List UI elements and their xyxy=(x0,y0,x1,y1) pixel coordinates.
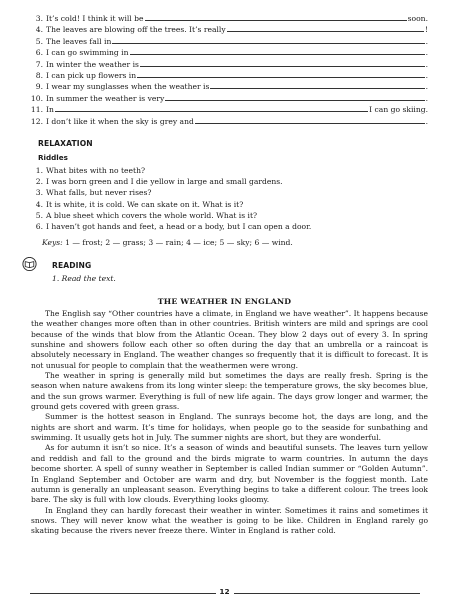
exercise-text-before: The leaves are blowing off the trees. It’s really xyxy=(46,25,226,35)
riddle-item xyxy=(30,166,145,176)
answer-blank[interactable] xyxy=(165,93,424,101)
keys-text: 1 — frost; 2 — grass; 3 — rain; 4 — ice; 5 — sky; 6 — wind. xyxy=(65,238,293,247)
reading-text xyxy=(31,309,428,537)
exercise-text-before: I wear my sunglasses when the weather is xyxy=(46,82,210,92)
riddle-number: 3. xyxy=(35,188,43,198)
answer-blank[interactable] xyxy=(130,47,425,55)
riddle-item xyxy=(30,222,311,232)
exercise-number: 9. xyxy=(35,82,43,92)
reading-task: 1. Read the text. xyxy=(52,274,116,283)
exercise-number: 10. xyxy=(30,93,43,103)
exercise-number: 7. xyxy=(35,59,43,69)
answer-blank[interactable] xyxy=(195,116,425,124)
exercise-number: 12. xyxy=(30,116,43,126)
exercise-text-before: In winter the weather is xyxy=(46,59,139,69)
relaxation-heading: RELAXATION xyxy=(38,139,93,148)
riddles-subheading: Riddles xyxy=(38,153,68,162)
exercise-number: 11. xyxy=(30,105,43,115)
answer-blank[interactable] xyxy=(140,59,425,67)
riddle-text: What bites with no teeth? xyxy=(46,166,146,175)
exercise-text-before: In xyxy=(46,105,54,115)
riddle-text: I haven’t got hands and feet, a head or a body, but I can open a door. xyxy=(46,222,312,231)
answer-blank[interactable] xyxy=(112,36,424,44)
riddle-number: 6. xyxy=(35,222,43,231)
riddle-text: It is white, it is cold. We can skate on it. What is it? xyxy=(46,199,244,209)
exercise-text-after: . xyxy=(425,59,428,69)
exercise-line xyxy=(30,24,428,35)
answer-blank[interactable] xyxy=(227,24,424,32)
exercise-line xyxy=(30,104,428,115)
exercise-text-before: In summer the weather is very xyxy=(46,93,165,103)
exercise-text-after: . xyxy=(425,71,428,80)
page-number: 12 xyxy=(219,587,230,596)
paragraph: Summer is the hottest season in England. The sunrays become hot, the days are long, and the nights are short and warm. It’s time for holidays, when people go to the seaside for sunbathing and swimming. It usually gets hot in July. The summer nights are short, but they are wonderful. xyxy=(31,412,428,443)
exercise-text-before: I can pick up flowers in xyxy=(46,71,137,80)
exercise-text-after: . xyxy=(425,48,428,58)
exercise-line xyxy=(30,47,428,58)
riddle-item xyxy=(30,200,243,210)
exercise-line xyxy=(30,59,428,70)
paragraph: As for autumn it isn’t so nice. It’s a season of winds and beautiful sunsets. The leaves turn yellow and reddish and fall to the ground and the birds migrate to warm countries. In autumn the days become shorter. A spell of sunny weather in September is called Indian summer or “Golden Autumn”. In England September and October are warm and dry, but November is the foggiest month. Late autumn is generally an unpleasant season. Everything begins to take a different colour. The trees look bare. The sky is full with low clouds. Everything looks gloomy. xyxy=(31,443,428,505)
exercise-text-after: . xyxy=(425,36,428,46)
riddle-item xyxy=(30,177,283,187)
book-icon xyxy=(21,257,38,271)
exercise-text-before: The leaves fall in xyxy=(46,36,112,46)
paragraph: The weather in spring is generally mild but sometimes the days are really fresh. Spring is the season when nature awakens from its long winter sleep: the temperature grows, the sky becomes blue, and the sun grows warmer. Everything is full of new life again. The days grow longer and warmer, the ground gets covered with green grass. xyxy=(31,371,428,412)
exercise-line xyxy=(30,81,428,92)
exercise-line xyxy=(30,13,428,24)
exercise-text-after: soon. xyxy=(407,14,428,23)
exercise-text-after: ! xyxy=(424,25,428,35)
riddle-number: 5. xyxy=(35,210,43,220)
exercise-number: 6. xyxy=(35,48,43,58)
riddle-text: I was born green and I die yellow in large and small gardens. xyxy=(46,177,283,187)
answer-blank[interactable] xyxy=(55,104,368,112)
exercise-number: 8. xyxy=(35,71,43,80)
exercise-text-after: I can go skiing. xyxy=(369,105,428,115)
answer-blank[interactable] xyxy=(137,70,424,78)
exercise-text-before: It’s cold! I think it will be xyxy=(46,14,144,23)
exercise-text-before: I can go swimming in xyxy=(46,48,129,58)
riddle-number: 4. xyxy=(35,199,43,209)
riddle-number: 1. xyxy=(35,166,43,175)
exercise-text-after: . xyxy=(425,82,428,92)
exercise-line xyxy=(30,93,428,104)
exercise-line xyxy=(30,36,428,47)
riddle-item xyxy=(30,211,257,221)
riddle-keys xyxy=(42,238,293,247)
exercise-text-after: . xyxy=(425,116,428,126)
paragraph: The English say “Other countries have a climate, in England we have weather”. It happens because the weather changes more often than in other countries. British winters are mild and springs are cool because of the winds that blow from the Atlantic Ocean. They blow 2 days out of every 3. In spring sunshine and showers follow each other so often during the day that an umbrella or a raincoat is absolutely necessary in England. The weather changes so frequently that it is difficult to forecast. It is not unusual for people to complain that the weathermen were wrong. xyxy=(31,309,428,370)
answer-blank[interactable] xyxy=(210,81,424,89)
exercise-number: 4. xyxy=(35,25,43,35)
riddle-text: A blue sheet which covers the whole world. What is it? xyxy=(46,210,258,220)
exercise-text-before: I don’t like it when the sky is grey and xyxy=(46,116,194,126)
riddle-number: 2. xyxy=(35,177,43,187)
exercise-text-after: . xyxy=(425,93,428,103)
exercise-line xyxy=(30,70,428,81)
text-title: THE WEATHER IN ENGLAND xyxy=(157,297,292,306)
reading-heading: READING xyxy=(52,261,92,270)
riddle-text: What falls, but never rises? xyxy=(46,188,152,198)
paragraph: In England they can hardly forecast their weather in winter. Sometimes it rains and sometimes it snows. They will never know what the weather is going to be like. Children in England rarely go skating because the rivers never freeze there. Winter in England is rather cold. xyxy=(31,505,428,536)
exercise-line xyxy=(30,116,428,127)
riddle-item xyxy=(30,188,151,198)
exercise-number: 5. xyxy=(35,36,43,46)
keys-label: Keys: xyxy=(42,238,63,247)
answer-blank[interactable] xyxy=(145,13,407,21)
exercise-number: 3. xyxy=(35,14,43,23)
